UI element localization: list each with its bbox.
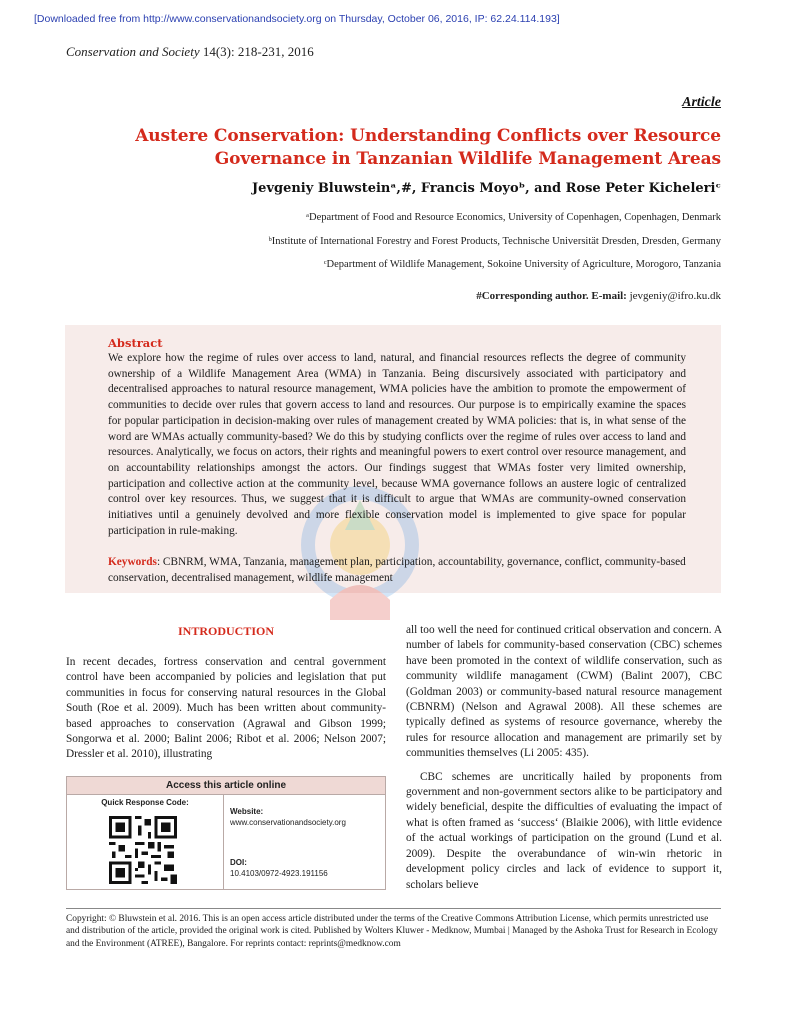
affiliation-c: ᶜDepartment of Wildlife Management, Sokoine University of Agriculture, Morogoro, Tanzania xyxy=(323,259,721,270)
abstract-text: We explore how the regime of rules over access to land, natural, and financial resources reflects the degree of community ownership of a Wildlife Management Area (WMA) in Tanzania. Being discursively associated with participatory and decentralised approaches to natural resource management, WMA policies have the ambition to promote the empowerment of communities to decide over rules that govern access to land and resources. Our purpose is to empirically examine the spaces for popular participation in decision-making over rules of management created by WMA policies: that is, in what sense of the word are WMAs actually community-based? We do this by studying conflicts over the regime of rules over access to land and resources. Analytically, we focus on actors, their rights and meaningful powers to exert control over resource management, and on accountability relationships amongst the actors. Our findings suggest that WMAs foster very limited ownership, participation and collective action at the community level, because WMA governance follows an austere logic of centralized control over key resources. Thus, we suggest that it is difficult to argue that WMAs are community-owned conservation initiatives until a genuinely devolved and more flexible conservation model is implemented to give space for popular participation in rule-making. xyxy=(108,352,686,537)
doi-link[interactable]: 10.4103/0972-4923.191156 xyxy=(230,869,328,878)
corresponding-author xyxy=(476,290,721,302)
introduction-heading: INTRODUCTION xyxy=(177,624,274,638)
qr-cell xyxy=(67,794,224,889)
article-type-label: Article xyxy=(682,95,721,110)
journal-reference xyxy=(66,44,314,60)
intro-paragraph-3: CBC schemes are uncritically hailed by proponents from government and non-government sectors alike to be participatory and widely beneficial, despite the difficulties of evaluating the impact of what is often framed as ‘success‘ (Blaikie 2006), with little evidence of the actual workings of participation on the ground (Lund et al. 2009). Despite the overabundance of win-win rhetoric in development policy circles and lack of evidence to support it, scholars believe xyxy=(406,770,722,891)
access-box-header: Access this article online xyxy=(67,777,385,795)
corresponding-email[interactable]: jevgeniy@ifro.ku.dk xyxy=(626,290,721,302)
doi-label: DOI: xyxy=(230,858,247,867)
corresponding-label: #Corresponding author. E-mail: xyxy=(476,290,627,302)
keywords-list: : CBNRM, WMA, Tanzania, management plan, participation, accountability, governance, conflict, community-based conservation, decentralised management, wildlife management xyxy=(108,556,686,584)
download-banner: [Downloaded free from http://www.conservationandsociety.org on Thursday, October 06, 2016, IP: 62.24.114.193] xyxy=(34,13,560,25)
right-column xyxy=(406,623,722,893)
website-label: Website: xyxy=(230,807,264,816)
abstract-heading: Abstract xyxy=(108,336,163,350)
intro-paragraph-1: In recent decades, fortress conservation and central government control have been accompanied by policies and legislation that put communities in focus for conserving natural resources in the Global South (Roe et al. 2009). Much has been written about community-based approaches to conservation (Agrawal and Gibson 1999; Songorwa et al. 2000; Balint 2006; Ribot et al. 2006; Nelson 2007; Dressler et al. 2010), illustrating xyxy=(66,656,386,761)
qr-code-icon xyxy=(109,816,177,884)
journal-name: Conservation and Society xyxy=(66,44,200,59)
keywords-label: Keywords xyxy=(108,556,157,568)
author-list: Jevgeniy Bluwsteinᵃ,#, Francis Moyoᵇ, and Rose Peter Kicheleriᶜ xyxy=(252,181,721,196)
copyright-footer: Copyright: © Bluwstein et al. 2016. This is an open access article distributed under the terms of the Creative Commons Attribution License, which permits unrestricted use and distribution of the article, provided the original work is cited. Published by Wolters Kluwer - Medknow, Mumbai | Managed by the Ashoka Trust for Research in Ecology and the Environment (ATREE), Bangalore. For reprints contact: reprints@medknow.com xyxy=(66,914,718,949)
qr-label: Quick Response Code: xyxy=(101,798,189,807)
footer-divider xyxy=(66,908,721,909)
affiliation-a: ᵃDepartment of Food and Resource Economics, University of Copenhagen, Copenhagen, Denmark xyxy=(306,212,721,223)
affiliation-b: ᵇInstitute of International Forestry and Forest Products, Technische Universität Dresden, Dresden, Germany xyxy=(268,236,721,247)
journal-issue: 14(3): 218-231, 2016 xyxy=(199,44,314,59)
keywords xyxy=(108,555,686,586)
left-column xyxy=(66,655,386,763)
access-article-box xyxy=(66,776,386,890)
website-link[interactable]: www.conservationandsociety.org xyxy=(230,818,346,827)
article-title: Austere Conservation: Understanding Conflicts over Resource Governance in Tanzanian Wildlife Management Areas xyxy=(135,126,721,169)
intro-paragraph-2: all too well the need for continued critical observation and concern. A number of labels for community-based conservation (CBC) schemes have been promoted in the context of wildlife conservation, such as community wildlife managament (CWM) (Balint 2007), CBC (Goldman 2003) or community-based natural resource management (CBNRM) (Nelson and Agrawal 2008). All these schemes are typically defined as systems of resource governance, whereby the rules for resource allocation and management are primarily set by communities themselves (Li 2005: 435). xyxy=(406,624,722,760)
